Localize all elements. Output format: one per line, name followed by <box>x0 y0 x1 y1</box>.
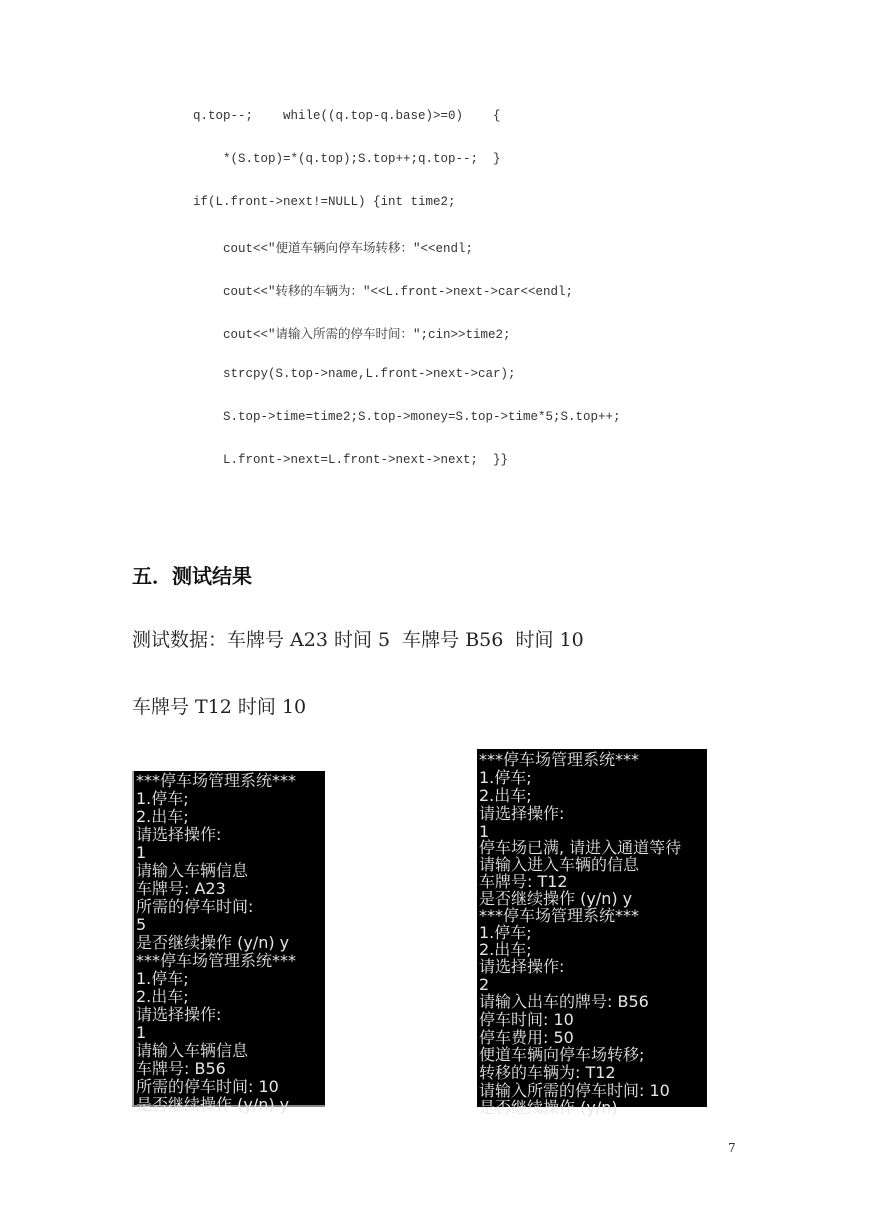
console-left-line: 1 <box>136 843 147 862</box>
console-right-line: 请输入所需的停车时间: 10 <box>479 1081 670 1100</box>
console-right-line: ***停车场管理系统*** <box>479 906 640 925</box>
console-right-line: 2 <box>479 975 490 994</box>
console-left-line: 1 <box>136 1023 147 1042</box>
code-line-5: cout<<"转移的车辆为："<<L.front->next->car<<endl; <box>223 285 574 299</box>
console-left-line: 2.出车; <box>136 987 189 1006</box>
code-line-3: if(L.front->next!=NULL) {int time2; <box>193 195 456 209</box>
console-right-line: 便道车辆向停车场转移; <box>479 1045 645 1064</box>
section-heading: 五．测试结果 <box>132 564 252 588</box>
console-right-line: 2.出车; <box>479 786 532 805</box>
console-right-line: 请输入出车的牌号: B56 <box>479 992 649 1011</box>
console-right-line: 车牌号: T12 <box>479 872 568 891</box>
console-right-line: 1.停车; <box>479 923 532 942</box>
console-left-line: ***停车场管理系统*** <box>136 771 297 790</box>
console-screenshot-right <box>477 749 707 1117</box>
console-right-line: 请选择操作: <box>479 804 565 823</box>
console-right-line: 请选择操作: <box>479 957 565 976</box>
console-screenshot-left <box>132 771 325 1114</box>
console-left-line: 所需的停车时间: 10 <box>136 1077 279 1096</box>
console-right-line: 2.出车; <box>479 940 532 959</box>
code-line-1: q.top--; while((q.top-q.base)>=0) { <box>193 109 501 123</box>
console-right-line: ***停车场管理系统*** <box>479 750 640 769</box>
console-left-line: 车牌号: B56 <box>136 1059 226 1078</box>
console-right-line: 停车费用: 50 <box>479 1028 574 1047</box>
console-left-line: ***停车场管理系统*** <box>136 951 297 970</box>
console-left-line: 请输入车辆信息 <box>136 1041 249 1060</box>
console-left-line: 车牌号: A23 <box>136 879 226 898</box>
test-data-line-2: 车牌号 T12 时间 10 <box>132 696 307 718</box>
test-data-line-1: 测试数据：车牌号 A23 时间 5 车牌号 B56 时间 10 <box>132 629 584 651</box>
console-left-line: 请选择操作: <box>136 1005 222 1024</box>
console-right-line: 1 <box>479 822 490 841</box>
console-right-line: 停车场已满, 请进入通道等待 <box>479 838 682 857</box>
console-right-line: 是否继续操作 (y/n) y <box>479 889 633 908</box>
console-left-line: 请输入车辆信息 <box>136 861 249 880</box>
console-right-line: 1.停车; <box>479 768 532 787</box>
code-line-6: cout<<"请输入所需的停车时间：";cin>>time2; <box>223 328 511 342</box>
console-right-line: 转移的车辆为: T12 <box>479 1063 616 1082</box>
console-left-line: 是否继续操作 (y/n) y <box>136 933 290 952</box>
console-right-line: 是否继续操作 (y/n) <box>479 1098 618 1117</box>
code-line-9: L.front->next=L.front->next->next; }} <box>223 453 509 467</box>
code-line-2: *(S.top)=*(q.top);S.top++;q.top--; } <box>223 152 501 166</box>
console-left-line: 5 <box>136 915 147 934</box>
page-number: 7 <box>728 1141 736 1155</box>
console-left-line: 2.出车; <box>136 807 189 826</box>
code-line-4: cout<<"便道车辆向停车场转移："<<endl; <box>223 242 474 256</box>
console-left-line: 请选择操作: <box>136 825 222 844</box>
console-right-line: 停车时间: 10 <box>479 1010 574 1029</box>
console-left-line: 所需的停车时间: <box>136 897 254 916</box>
console-left-line: 是否继续操作 (y/n) y <box>136 1095 290 1114</box>
code-line-8: S.top->time=time2;S.top->money=S.top->time*5;S.top++; <box>223 410 621 424</box>
console-right-line: 请输入进入车辆的信息 <box>479 855 640 874</box>
console-left-line: 1.停车; <box>136 789 189 808</box>
console-left-line: 1.停车; <box>136 969 189 988</box>
code-line-7: strcpy(S.top->name,L.front->next->car); <box>223 367 516 381</box>
